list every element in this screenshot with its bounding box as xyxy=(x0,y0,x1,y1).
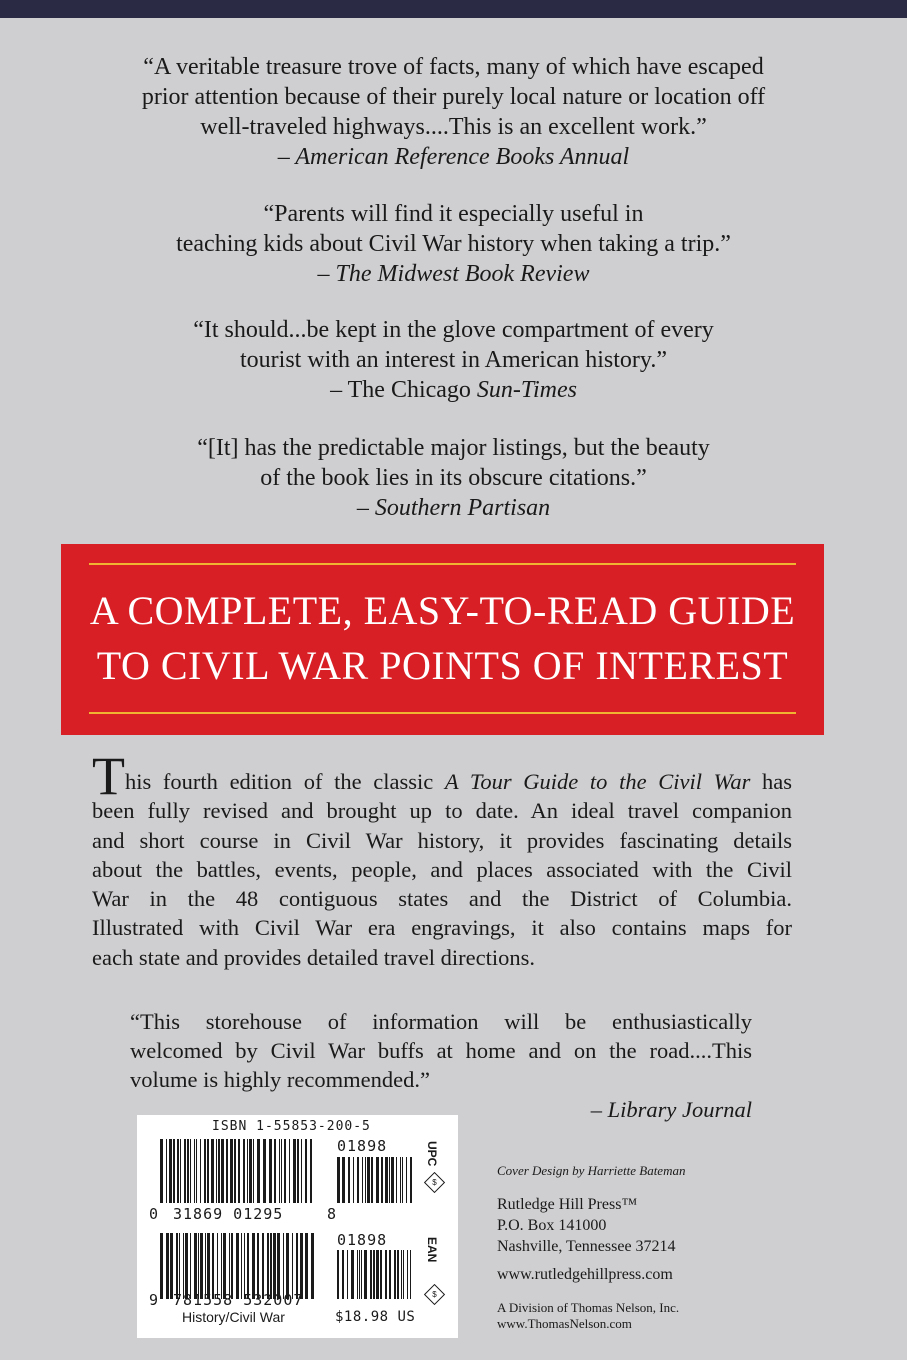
ean-label: EAN xyxy=(425,1237,439,1263)
review-arba xyxy=(0,52,907,172)
banner-line-2: TO CIVIL WAR POINTS OF INTEREST xyxy=(96,643,789,688)
review-line: “Parents will find it especially useful in xyxy=(263,201,644,227)
barcode-bar xyxy=(385,1157,388,1203)
barcode-bar xyxy=(385,1250,387,1299)
barcode-bar xyxy=(207,1139,209,1203)
barcode-bar xyxy=(353,1157,354,1203)
barcode-bar xyxy=(200,1233,203,1299)
barcode-bar xyxy=(347,1250,348,1299)
barcode-bar xyxy=(365,1157,366,1203)
barcode-bar xyxy=(305,1233,308,1299)
barcode-bar xyxy=(394,1250,396,1299)
barcode-bar xyxy=(293,1139,296,1203)
barcode-bar xyxy=(247,1139,248,1203)
barcode-bar xyxy=(410,1250,411,1299)
barcode-bar xyxy=(190,1233,191,1299)
publisher-division: A Division of Thomas Nelson, Inc. xyxy=(497,1300,680,1315)
barcode-bar xyxy=(160,1233,163,1299)
barcode-bar xyxy=(376,1250,379,1299)
barcode-bar xyxy=(180,1139,181,1203)
barcode-bar xyxy=(194,1139,195,1203)
review-midwest xyxy=(0,199,907,289)
barcode-bar xyxy=(241,1233,242,1299)
copyright-mark-text: $ xyxy=(432,1290,437,1299)
barcode-bar xyxy=(281,1139,282,1203)
barcode-bar xyxy=(185,1233,188,1299)
barcode-bar xyxy=(402,1157,403,1203)
barcode-bar xyxy=(257,1233,259,1299)
barcode-bar xyxy=(176,1233,178,1299)
barcode-bar xyxy=(173,1139,175,1203)
barcode-bar xyxy=(212,1233,214,1299)
parent-website: www.ThomasNelson.com xyxy=(497,1316,632,1331)
ean-barcode xyxy=(160,1233,316,1299)
barcode-bar xyxy=(247,1233,249,1299)
description-line: about the battles, events, people, and places associated with the Civil xyxy=(92,856,792,882)
cover-design-credit: Cover Design by Harriette Bateman xyxy=(497,1163,686,1178)
description-line: War in the 48 contiguous states and the District of Columbia. xyxy=(92,886,792,912)
barcode-bar xyxy=(342,1157,345,1203)
barcode-bar xyxy=(274,1139,276,1203)
upc-label: UPC xyxy=(425,1141,439,1167)
review-southern-partisan xyxy=(0,433,907,523)
review-line: “A veritable treasure trove of facts, many of which have escaped xyxy=(143,54,764,80)
barcode-bar xyxy=(361,1250,362,1299)
barcode-bar xyxy=(229,1233,230,1299)
upc-barcode xyxy=(160,1139,316,1203)
barcode-bar xyxy=(270,1233,272,1299)
barcode-bar xyxy=(221,1233,222,1299)
ean-addon-number: 01898 xyxy=(337,1231,388,1249)
barcode-bar xyxy=(289,1139,290,1203)
barcode-bar xyxy=(311,1233,314,1299)
description-line: Illustrated with Civil War era engravings, it also contains maps for xyxy=(92,915,792,941)
barcode-bar xyxy=(234,1139,236,1203)
copyright-mark-text: $ xyxy=(432,1178,437,1187)
barcode-bar xyxy=(348,1157,350,1203)
upc-left-digit: 0 xyxy=(149,1205,160,1223)
review-line: well-traveled highways....This is an excellent work.” xyxy=(200,114,707,140)
barcode-bar xyxy=(184,1139,186,1203)
barcode-bar xyxy=(236,1233,239,1299)
library-journal-quote xyxy=(130,1007,752,1124)
barcode-bar xyxy=(301,1139,302,1203)
barcode-bar xyxy=(211,1139,214,1203)
barcode-bar xyxy=(269,1139,272,1203)
barcode-bar xyxy=(187,1139,189,1203)
barcode-bar xyxy=(204,1139,206,1203)
quote-attribution: – Library Journal xyxy=(590,1097,752,1122)
banner-rule-top xyxy=(89,563,796,565)
barcode-bar xyxy=(160,1139,163,1203)
barcode-bar xyxy=(231,1233,233,1299)
description-line xyxy=(92,746,792,806)
barcode-bar xyxy=(362,1157,363,1203)
ean-left-digit: 9 xyxy=(149,1291,160,1309)
barcode-bar xyxy=(292,1233,293,1299)
review-attribution: – Southern Partisan xyxy=(356,495,551,521)
barcode-bar xyxy=(169,1139,172,1203)
barcode-bar xyxy=(177,1139,179,1203)
review-suntimes xyxy=(0,315,907,405)
barcode-bar xyxy=(407,1250,408,1299)
barcode-bar xyxy=(406,1157,407,1203)
barcode-bar xyxy=(373,1250,375,1299)
barcode-bar xyxy=(216,1139,217,1203)
review-line: of the book lies in its obscure citations.” xyxy=(260,465,647,491)
description-line: each state and provides detailed travel directions. xyxy=(92,944,535,970)
review-attribution xyxy=(0,375,907,405)
drop-cap: T xyxy=(92,746,125,806)
barcode-bar xyxy=(410,1157,412,1203)
barcode-bar xyxy=(357,1250,358,1299)
barcode-bar xyxy=(396,1157,397,1203)
price-text: $18.98 US xyxy=(335,1309,416,1325)
review-line: “It should...be kept in the glove compartment of every xyxy=(193,317,714,343)
barcode-bar xyxy=(296,1233,298,1299)
ean-main-number: 781558 532007 xyxy=(173,1291,304,1309)
barcode-bar xyxy=(273,1233,276,1299)
quote-line: welcomed by Civil War buffs at home and on the road....This xyxy=(130,1038,752,1063)
barcode-bar xyxy=(217,1233,218,1299)
barcode-bar xyxy=(283,1233,284,1299)
barcode-bar xyxy=(205,1233,206,1299)
barcode-bar xyxy=(207,1233,210,1299)
review-line: prior attention because of their purely local nature or location off xyxy=(141,84,766,110)
barcode-bar xyxy=(337,1157,340,1203)
barcode-bar xyxy=(190,1139,191,1203)
upc-main-number: 31869 01295 xyxy=(173,1205,284,1223)
barcode-bar xyxy=(351,1250,354,1299)
barcode-bar xyxy=(305,1139,307,1203)
barcode-bar xyxy=(371,1157,373,1203)
copyright-mark-icon xyxy=(424,1172,445,1193)
book-description xyxy=(92,746,792,972)
barcode-bar xyxy=(218,1139,220,1203)
description-line: been fully revised and brought up to date. An ideal travel companion xyxy=(92,798,792,824)
barcode-bar xyxy=(223,1233,226,1299)
book-title: A Tour Guide to the Civil War xyxy=(444,769,751,794)
barcode-bar xyxy=(196,1139,197,1203)
publisher-city: Nashville, Tennessee 37214 xyxy=(497,1238,676,1255)
barcode-bar xyxy=(337,1250,339,1299)
attribution-italic: Sun-Times xyxy=(476,377,577,403)
barcode-bar xyxy=(389,1157,390,1203)
barcode-bar xyxy=(370,1250,372,1299)
barcode-bar xyxy=(252,1233,255,1299)
quote-line: volume is highly recommended.” xyxy=(130,1067,430,1092)
barcode-bar xyxy=(367,1157,370,1203)
barcode-bar xyxy=(226,1139,228,1203)
barcode-bar xyxy=(300,1233,303,1299)
barcode-bar xyxy=(277,1233,280,1299)
review-line: “[It] has the predictable major listings, but the beauty xyxy=(197,435,710,461)
barcode-bar xyxy=(257,1139,260,1203)
barcode-bar xyxy=(267,1233,269,1299)
category-text: History/Civil War xyxy=(182,1309,285,1325)
barcode-bar xyxy=(183,1233,184,1299)
publisher-name: Rutledge Hill Press™ xyxy=(497,1196,638,1213)
barcode-bar xyxy=(376,1157,379,1203)
barcode-bar xyxy=(230,1139,233,1203)
barcode-bar xyxy=(286,1233,289,1299)
barcode-bar xyxy=(389,1250,391,1299)
review-attribution: – The Midwest Book Review xyxy=(317,261,590,287)
publisher-website: www.rutledgehillpress.com xyxy=(497,1266,673,1283)
upc-addon-barcode xyxy=(337,1157,413,1203)
barcode-bar xyxy=(403,1250,404,1299)
barcode-bar xyxy=(253,1139,254,1203)
barcode-bar xyxy=(279,1139,280,1203)
barcode-bar xyxy=(391,1157,394,1203)
barcode-bar xyxy=(221,1139,224,1203)
barcode-bar xyxy=(359,1250,360,1299)
barcode-bar xyxy=(179,1233,180,1299)
barcode-bar xyxy=(194,1233,197,1299)
upc-addon-number: 01898 xyxy=(337,1137,388,1155)
barcode-bar xyxy=(284,1139,286,1203)
barcode-bar xyxy=(243,1139,245,1203)
barcode-bar xyxy=(198,1233,199,1299)
barcode-bar xyxy=(166,1139,167,1203)
publisher-po-box: P.O. Box 141000 xyxy=(497,1217,607,1234)
barcode-bar xyxy=(381,1157,383,1203)
barcode-bar xyxy=(380,1250,382,1299)
barcode-bar xyxy=(364,1250,367,1299)
barcode-bar xyxy=(244,1233,245,1299)
barcode-bar xyxy=(262,1233,264,1299)
barcode-bar xyxy=(166,1233,169,1299)
ean-addon-barcode xyxy=(337,1250,413,1299)
barcode-bar xyxy=(297,1139,299,1203)
banner-rule-bottom xyxy=(89,712,796,714)
description-text: has xyxy=(750,769,792,794)
review-line: teaching kids about Civil War history when taking a trip.” xyxy=(176,231,731,257)
description-text: his fourth edition of the classic xyxy=(125,769,445,794)
barcode-bar xyxy=(263,1139,266,1203)
headline-banner xyxy=(61,544,824,735)
upc-right-digit: 8 xyxy=(327,1205,338,1223)
barcode-label xyxy=(137,1115,458,1338)
review-line: tourist with an interest in American history.” xyxy=(239,347,668,373)
isbn-text: ISBN 1-55853-200-5 xyxy=(212,1119,371,1134)
barcode-bar xyxy=(401,1250,402,1299)
barcode-bar xyxy=(249,1139,252,1203)
top-border xyxy=(0,0,907,18)
barcode-bar xyxy=(357,1157,359,1203)
description-line: and short course in Civil War history, it provides fascinating details xyxy=(92,827,792,853)
barcode-bar xyxy=(200,1139,201,1203)
barcode-bar xyxy=(170,1233,173,1299)
banner-line-1: A COMPLETE, EASY-TO-READ GUIDE xyxy=(89,588,796,633)
barcode-bar xyxy=(397,1250,399,1299)
attribution-prefix: – The Chicago xyxy=(330,377,477,403)
barcode-bar xyxy=(238,1139,240,1203)
barcode-bar xyxy=(310,1139,312,1203)
quote-line: “This storehouse of information will be enthusiastically xyxy=(130,1009,752,1034)
review-attribution: – American Reference Books Annual xyxy=(277,144,630,170)
barcode-bar xyxy=(342,1250,344,1299)
barcode-bar xyxy=(400,1157,401,1203)
copyright-mark-icon xyxy=(424,1284,445,1305)
